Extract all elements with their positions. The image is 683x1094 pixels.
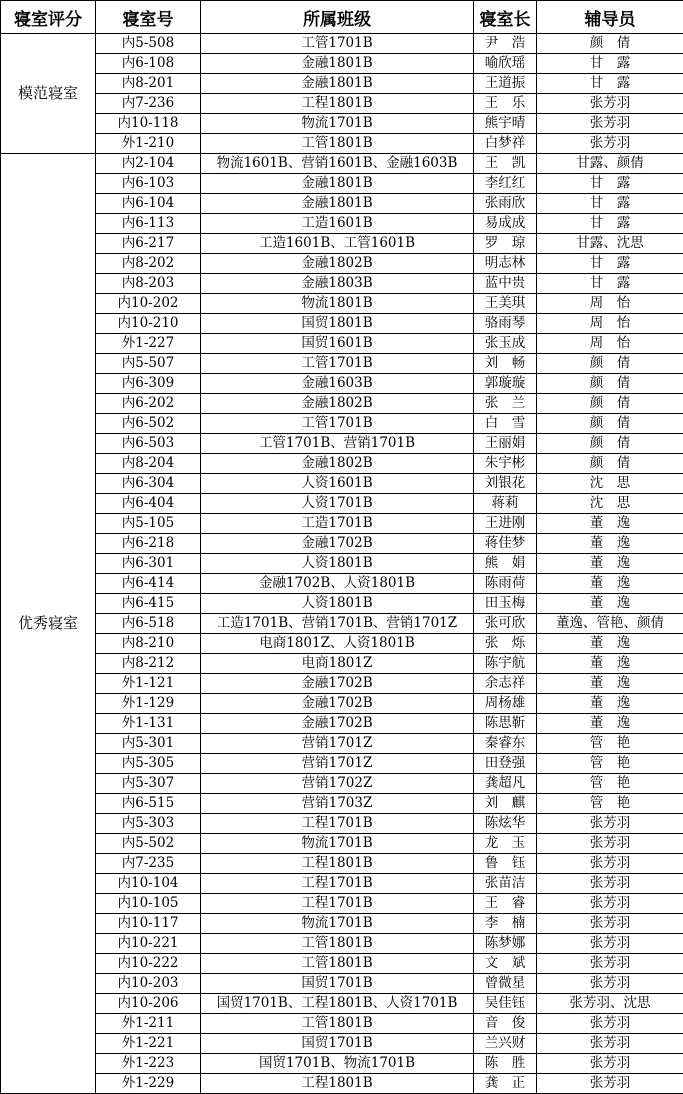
cell-class: 工程1801B	[201, 94, 474, 114]
table-row	[1, 674, 683, 694]
cell-class: 工管1701B	[201, 34, 474, 54]
table-row	[1, 414, 683, 434]
cell-counselor: 甘 露	[537, 74, 683, 94]
table-row	[1, 594, 683, 614]
cell-room: 内6-113	[96, 214, 201, 234]
cell-class: 工造1601B、工管1601B	[201, 234, 474, 254]
table-row	[1, 214, 683, 234]
cell-counselor: 董 逸	[537, 574, 683, 594]
cell-class: 金融1603B	[201, 374, 474, 394]
cell-leader: 秦睿东	[474, 734, 537, 754]
cell-room: 内10-203	[96, 974, 201, 994]
cell-room: 内6-301	[96, 554, 201, 574]
cell-room: 内6-304	[96, 474, 201, 494]
cell-leader: 音 俊	[474, 1014, 537, 1034]
cell-counselor: 董 逸	[537, 654, 683, 674]
table-row	[1, 274, 683, 294]
cell-counselor: 甘 露	[537, 254, 683, 274]
cell-leader: 余志祥	[474, 674, 537, 694]
cell-room: 外1-121	[96, 674, 201, 694]
cell-room: 内5-303	[96, 814, 201, 834]
table-row	[1, 94, 683, 114]
cell-class: 金融1702B	[201, 534, 474, 554]
cell-room: 内6-503	[96, 434, 201, 454]
cell-leader: 白 雪	[474, 414, 537, 434]
cell-room: 内8-210	[96, 634, 201, 654]
table-row	[1, 334, 683, 354]
cell-room: 外1-229	[96, 1074, 201, 1094]
cell-room: 内10-117	[96, 914, 201, 934]
cell-counselor: 张芳羽	[537, 974, 683, 994]
cell-counselor: 沈 思	[537, 474, 683, 494]
cell-counselor: 张芳羽	[537, 1014, 683, 1034]
table-row	[1, 994, 683, 1014]
cell-counselor: 周 怡	[537, 314, 683, 334]
cell-counselor: 管 艳	[537, 734, 683, 754]
table-row	[1, 34, 683, 54]
cell-leader: 王道振	[474, 74, 537, 94]
table-row	[1, 354, 683, 374]
cell-room: 内10-222	[96, 954, 201, 974]
cell-leader: 明志林	[474, 254, 537, 274]
cell-counselor: 张芳羽	[537, 874, 683, 894]
cell-leader: 王美琪	[474, 294, 537, 314]
cell-counselor: 董逸、管艳、颜倩	[537, 614, 683, 634]
cell-class: 电商1801Z	[201, 654, 474, 674]
cell-counselor: 管 艳	[537, 794, 683, 814]
cell-class: 金融1801B	[201, 54, 474, 74]
cell-room: 内10-210	[96, 314, 201, 334]
table-row	[1, 1074, 683, 1094]
table-row	[1, 134, 683, 154]
cell-class: 国贸1701B	[201, 1034, 474, 1054]
cell-counselor: 张芳羽	[537, 1074, 683, 1094]
header-class: 所属班级	[201, 1, 474, 34]
cell-counselor: 张芳羽、沈思	[537, 994, 683, 1014]
cell-room: 内8-204	[96, 454, 201, 474]
cell-room: 内6-502	[96, 414, 201, 434]
cell-class: 工管1801B	[201, 134, 474, 154]
cell-counselor: 董 逸	[537, 554, 683, 574]
table-row	[1, 874, 683, 894]
header-rating: 寝室评分	[1, 1, 96, 34]
cell-counselor: 张芳羽	[537, 114, 683, 134]
cell-counselor: 张芳羽	[537, 954, 683, 974]
cell-leader: 蒋莉	[474, 494, 537, 514]
cell-leader: 郭璇璇	[474, 374, 537, 394]
table-row	[1, 174, 683, 194]
cell-class: 国贸1601B	[201, 334, 474, 354]
cell-counselor: 董 逸	[537, 674, 683, 694]
cell-counselor: 管 艳	[537, 774, 683, 794]
cell-leader: 田登强	[474, 754, 537, 774]
cell-counselor: 张芳羽	[537, 94, 683, 114]
table-row	[1, 1054, 683, 1074]
cell-counselor: 甘露、颜倩	[537, 154, 683, 174]
table-row	[1, 454, 683, 474]
table-row	[1, 974, 683, 994]
table-row	[1, 914, 683, 934]
cell-leader: 王 乐	[474, 94, 537, 114]
cell-class: 电商1801Z、人资1801B	[201, 634, 474, 654]
cell-room: 内6-103	[96, 174, 201, 194]
table-row	[1, 714, 683, 734]
cell-room: 内6-518	[96, 614, 201, 634]
cell-leader: 喻欣瑶	[474, 54, 537, 74]
cell-leader: 刘银花	[474, 474, 537, 494]
cell-room: 内8-203	[96, 274, 201, 294]
cell-class: 人资1801B	[201, 554, 474, 574]
cell-counselor: 甘 露	[537, 194, 683, 214]
cell-room: 内8-202	[96, 254, 201, 274]
cell-room: 外1-227	[96, 334, 201, 354]
cell-class: 工程1701B	[201, 894, 474, 914]
cell-room: 内6-414	[96, 574, 201, 594]
cell-counselor: 颜 倩	[537, 374, 683, 394]
cell-room: 内10-206	[96, 994, 201, 1014]
cell-class: 物流1701B	[201, 114, 474, 134]
cell-leader: 张玉成	[474, 334, 537, 354]
cell-leader: 白梦祥	[474, 134, 537, 154]
cell-room: 外1-221	[96, 1034, 201, 1054]
cell-class: 物流1801B	[201, 294, 474, 314]
cell-leader: 蒋佳梦	[474, 534, 537, 554]
table-row	[1, 894, 683, 914]
cell-class: 工造1601B	[201, 214, 474, 234]
rating-group-label: 优秀寝室	[1, 154, 96, 1094]
cell-counselor: 张芳羽	[537, 1034, 683, 1054]
cell-counselor: 管 艳	[537, 754, 683, 774]
table-row	[1, 294, 683, 314]
cell-class: 国贸1701B	[201, 974, 474, 994]
cell-leader: 曾微星	[474, 974, 537, 994]
table-row	[1, 834, 683, 854]
cell-class: 工管1801B	[201, 954, 474, 974]
cell-room: 内5-301	[96, 734, 201, 754]
table-row	[1, 394, 683, 414]
cell-class: 金融1801B	[201, 194, 474, 214]
cell-counselor: 颜 倩	[537, 354, 683, 374]
cell-leader: 龙 玉	[474, 834, 537, 854]
cell-class: 物流1601B、营销1601B、金融1603B	[201, 154, 474, 174]
cell-class: 金融1802B	[201, 454, 474, 474]
table-row	[1, 54, 683, 74]
cell-class: 营销1703Z	[201, 794, 474, 814]
cell-leader: 陈梦娜	[474, 934, 537, 954]
cell-room: 内5-508	[96, 34, 201, 54]
cell-leader: 兰兴财	[474, 1034, 537, 1054]
cell-leader: 罗 琼	[474, 234, 537, 254]
cell-class: 营销1701Z	[201, 734, 474, 754]
cell-counselor: 张芳羽	[537, 814, 683, 834]
cell-class: 物流1701B	[201, 834, 474, 854]
cell-counselor: 张芳羽	[537, 834, 683, 854]
table-row	[1, 774, 683, 794]
cell-room: 内5-305	[96, 754, 201, 774]
table-row	[1, 954, 683, 974]
cell-room: 外1-210	[96, 134, 201, 154]
table-row	[1, 1034, 683, 1054]
cell-class: 国贸1701B、工程1801B、人资1701B	[201, 994, 474, 1014]
cell-class: 金融1802B	[201, 254, 474, 274]
header-row	[1, 1, 683, 34]
cell-room: 内8-201	[96, 74, 201, 94]
cell-class: 工程1701B	[201, 814, 474, 834]
table-row	[1, 114, 683, 134]
cell-room: 内6-108	[96, 54, 201, 74]
cell-counselor: 董 逸	[537, 694, 683, 714]
cell-room: 内6-404	[96, 494, 201, 514]
cell-class: 工造1701B	[201, 514, 474, 534]
cell-leader: 陈 胜	[474, 1054, 537, 1074]
cell-class: 工管1701B、营销1701B	[201, 434, 474, 454]
table-row	[1, 154, 683, 174]
cell-counselor: 董 逸	[537, 514, 683, 534]
cell-leader: 龚超凡	[474, 774, 537, 794]
cell-class: 金融1803B	[201, 274, 474, 294]
cell-leader: 张可欣	[474, 614, 537, 634]
cell-room: 内6-309	[96, 374, 201, 394]
cell-counselor: 颜 倩	[537, 454, 683, 474]
table-row	[1, 554, 683, 574]
cell-leader: 易成成	[474, 214, 537, 234]
cell-leader: 刘 麒	[474, 794, 537, 814]
cell-counselor: 甘 露	[537, 54, 683, 74]
cell-leader: 田玉梅	[474, 594, 537, 614]
cell-class: 人资1601B	[201, 474, 474, 494]
cell-class: 金融1801B	[201, 74, 474, 94]
cell-class: 工管1701B	[201, 414, 474, 434]
cell-counselor: 董 逸	[537, 714, 683, 734]
cell-room: 内10-221	[96, 934, 201, 954]
cell-leader: 陈炫华	[474, 814, 537, 834]
table-row	[1, 74, 683, 94]
cell-room: 内6-104	[96, 194, 201, 214]
table-row	[1, 194, 683, 214]
cell-class: 金融1802B	[201, 394, 474, 414]
cell-class: 工程1801B	[201, 854, 474, 874]
cell-counselor: 颜 倩	[537, 394, 683, 414]
header-counselor: 辅导员	[537, 1, 683, 34]
cell-leader: 骆雨琴	[474, 314, 537, 334]
table-row	[1, 314, 683, 334]
cell-counselor: 甘露、沈思	[537, 234, 683, 254]
table-row	[1, 614, 683, 634]
cell-class: 人资1701B	[201, 494, 474, 514]
cell-leader: 张 烁	[474, 634, 537, 654]
cell-counselor: 张芳羽	[537, 914, 683, 934]
cell-room: 内6-202	[96, 394, 201, 414]
cell-counselor: 张芳羽	[537, 1054, 683, 1074]
table-row	[1, 514, 683, 534]
cell-counselor: 颜 倩	[537, 434, 683, 454]
cell-leader: 陈雨荷	[474, 574, 537, 594]
header-room-leader: 寝室长	[474, 1, 537, 34]
cell-counselor: 周 怡	[537, 334, 683, 354]
cell-leader: 龚 正	[474, 1074, 537, 1094]
cell-class: 金融1702B	[201, 694, 474, 714]
cell-class: 金融1702B	[201, 714, 474, 734]
table-row	[1, 814, 683, 834]
cell-room: 内6-218	[96, 534, 201, 554]
cell-room: 内7-235	[96, 854, 201, 874]
cell-leader: 刘 畅	[474, 354, 537, 374]
cell-class: 工造1701B、营销1701B、营销1701Z	[201, 614, 474, 634]
cell-counselor: 颜 倩	[537, 414, 683, 434]
cell-leader: 陈思靳	[474, 714, 537, 734]
cell-leader: 吴佳钰	[474, 994, 537, 1014]
cell-leader: 文 斌	[474, 954, 537, 974]
cell-counselor: 甘 露	[537, 214, 683, 234]
rating-group-label: 模范寝室	[1, 34, 96, 154]
cell-leader: 王 睿	[474, 894, 537, 914]
cell-leader: 陈宇航	[474, 654, 537, 674]
cell-leader: 熊宇晴	[474, 114, 537, 134]
table-row	[1, 934, 683, 954]
table-row	[1, 494, 683, 514]
cell-room: 内5-307	[96, 774, 201, 794]
cell-counselor: 周 怡	[537, 294, 683, 314]
cell-room: 外1-223	[96, 1054, 201, 1074]
cell-room: 内6-415	[96, 594, 201, 614]
cell-leader: 王丽娟	[474, 434, 537, 454]
table-row	[1, 534, 683, 554]
cell-room: 内6-515	[96, 794, 201, 814]
header-room-number: 寝室号	[96, 1, 201, 34]
cell-class: 营销1701Z	[201, 754, 474, 774]
cell-leader: 周杨雄	[474, 694, 537, 714]
cell-class: 人资1801B	[201, 594, 474, 614]
cell-room: 外1-211	[96, 1014, 201, 1034]
table-row	[1, 234, 683, 254]
cell-leader: 尹 浩	[474, 34, 537, 54]
cell-leader: 王 凯	[474, 154, 537, 174]
cell-class: 国贸1801B	[201, 314, 474, 334]
cell-class: 金融1702B	[201, 674, 474, 694]
table-row	[1, 694, 683, 714]
cell-class: 国贸1701B、物流1701B	[201, 1054, 474, 1074]
cell-leader: 鲁 钰	[474, 854, 537, 874]
cell-room: 内10-118	[96, 114, 201, 134]
table-body	[1, 34, 683, 1094]
cell-room: 内5-105	[96, 514, 201, 534]
cell-class: 工程1701B	[201, 874, 474, 894]
cell-class: 金融1801B	[201, 174, 474, 194]
cell-room: 内7-236	[96, 94, 201, 114]
cell-counselor: 张芳羽	[537, 854, 683, 874]
cell-counselor: 甘 露	[537, 174, 683, 194]
table-row	[1, 434, 683, 454]
cell-room: 外1-129	[96, 694, 201, 714]
cell-class: 工管1701B	[201, 354, 474, 374]
table-row	[1, 1014, 683, 1034]
cell-class: 金融1702B、人资1801B	[201, 574, 474, 594]
table-row	[1, 254, 683, 274]
table-row	[1, 734, 683, 754]
cell-counselor: 张芳羽	[537, 934, 683, 954]
cell-counselor: 董 逸	[537, 534, 683, 554]
cell-class: 工管1801B	[201, 1014, 474, 1034]
cell-leader: 李红红	[474, 174, 537, 194]
table-row	[1, 794, 683, 814]
cell-leader: 张 兰	[474, 394, 537, 414]
cell-leader: 张雨欣	[474, 194, 537, 214]
cell-counselor: 张芳羽	[537, 894, 683, 914]
cell-counselor: 颜 倩	[537, 34, 683, 54]
cell-counselor: 董 逸	[537, 594, 683, 614]
cell-room: 外1-131	[96, 714, 201, 734]
cell-room: 内10-104	[96, 874, 201, 894]
cell-leader: 王进刚	[474, 514, 537, 534]
cell-leader: 蓝中贵	[474, 274, 537, 294]
cell-leader: 张苗洁	[474, 874, 537, 894]
cell-room: 内10-202	[96, 294, 201, 314]
table-row	[1, 854, 683, 874]
table-row	[1, 374, 683, 394]
cell-class: 物流1701B	[201, 914, 474, 934]
cell-room: 内5-507	[96, 354, 201, 374]
cell-room: 内2-104	[96, 154, 201, 174]
table-row	[1, 634, 683, 654]
cell-leader: 李 楠	[474, 914, 537, 934]
table-row	[1, 574, 683, 594]
cell-room: 内6-217	[96, 234, 201, 254]
cell-room: 内5-502	[96, 834, 201, 854]
cell-leader: 熊 娟	[474, 554, 537, 574]
table-row	[1, 474, 683, 494]
table-row	[1, 754, 683, 774]
cell-class: 营销1702Z	[201, 774, 474, 794]
cell-counselor: 张芳羽	[537, 134, 683, 154]
cell-counselor: 沈 思	[537, 494, 683, 514]
table-row	[1, 654, 683, 674]
cell-counselor: 甘 露	[537, 274, 683, 294]
cell-room: 内8-212	[96, 654, 201, 674]
cell-room: 内10-105	[96, 894, 201, 914]
cell-counselor: 董 逸	[537, 634, 683, 654]
cell-leader: 朱宇彬	[474, 454, 537, 474]
cell-class: 工管1801B	[201, 934, 474, 954]
cell-class: 工程1801B	[201, 1074, 474, 1094]
